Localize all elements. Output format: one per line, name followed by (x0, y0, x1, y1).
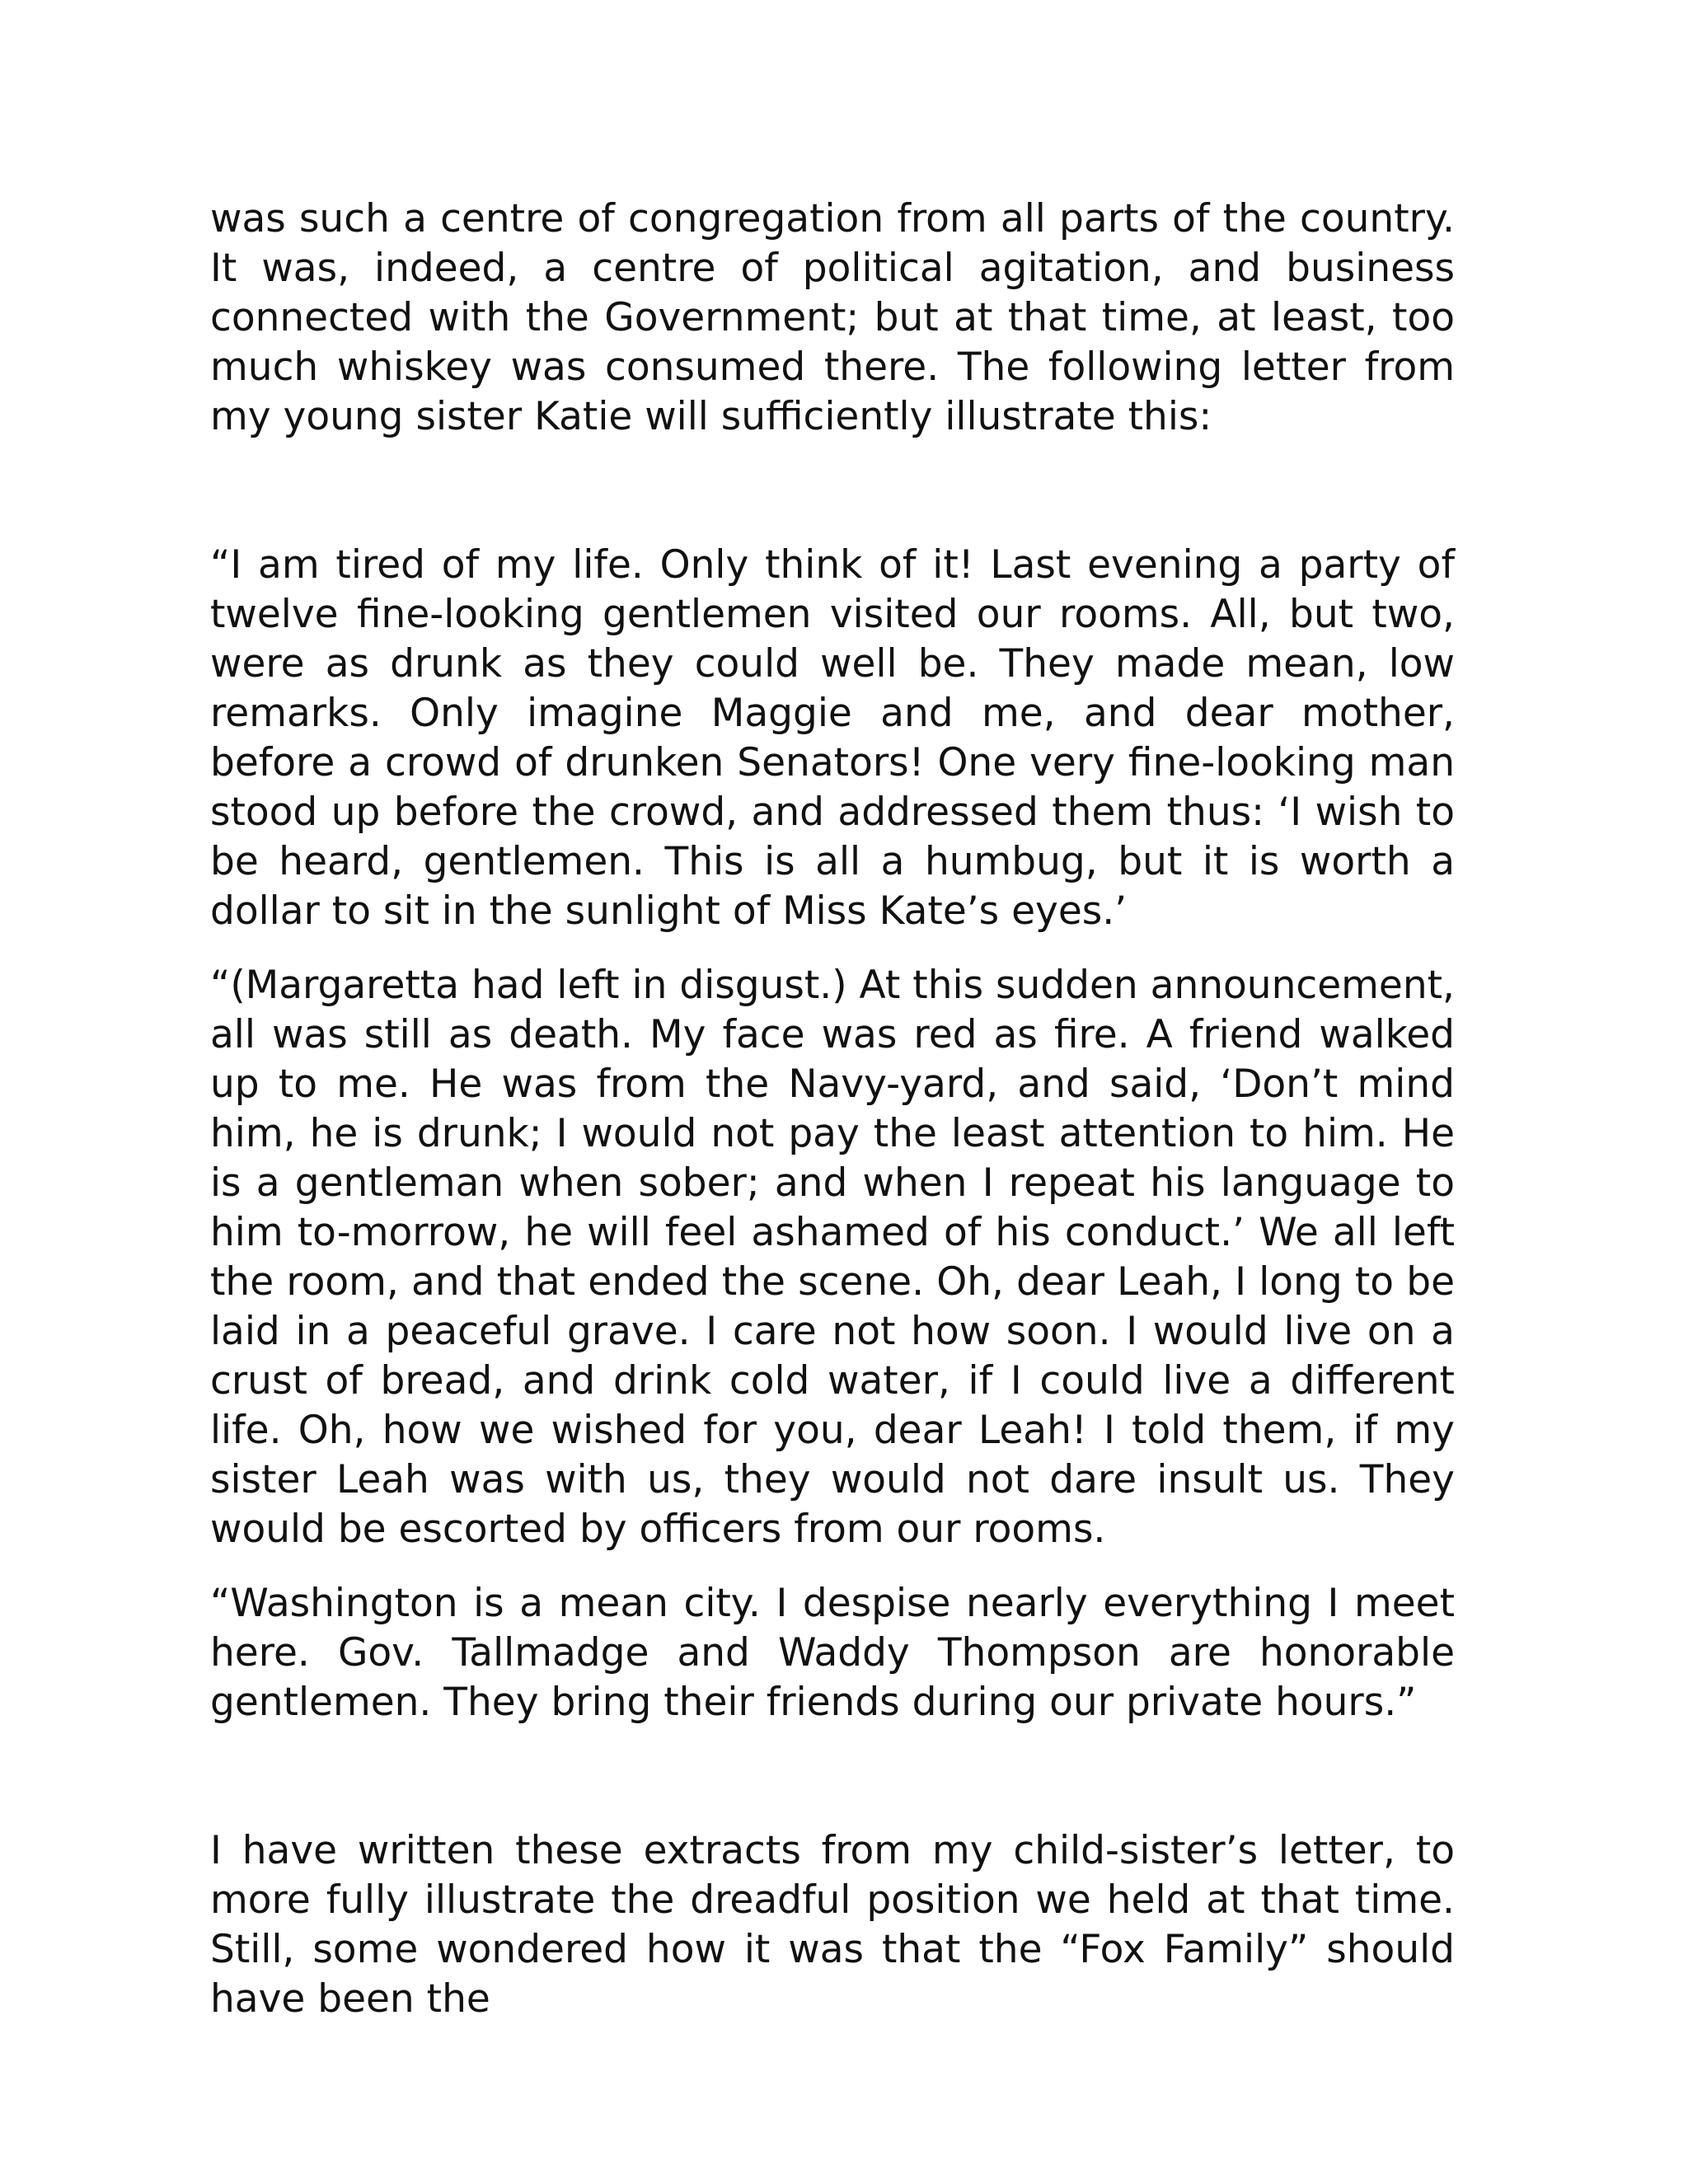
paragraph-spacer (210, 442, 1455, 541)
paragraph-spacer (210, 1554, 1455, 1579)
paragraph-intro: was such a centre of congregation from all parts of the country. It was, indeed, a centre of political agitation, and business connected with the Government; but at that time, at least, too much whiskey was consumed there. The following letter from my young sister Katie will sufficiently illustrate this: (210, 196, 1455, 439)
paragraph-letter-closing: “Washington is a mean city. I despise nearly everything I meet here. Gov. Tallmadge and Waddy Thompson are honorable gentlemen. They bring their friends during our private hours.” (210, 1581, 1455, 1725)
paragraph-commentary: I have written these extracts from my child-sister’s letter, to more fully illustrate the dreadful position we held at that time. Still, some wondered how it was that the “Fox Family” should have been the (210, 1828, 1455, 2022)
paragraph-letter-opening: “I am tired of my life. Only think of it! Last evening a party of twelve fine-looking gentlemen visited our rooms. All, but two, were as drunk as they could well be. They made mean, low remarks. Only imagine Maggie and me, and dear mother, before a crowd of drunken Senators! One very fine-looking man stood up before the crowd, and addressed them thus: ‘I wish to be heard, gentlemen. This is all a humbug, but it is worth a dollar to sit in the sunlight of Miss Kate’s eyes.’ (210, 542, 1455, 934)
paragraph-spacer (210, 1727, 1455, 1826)
paragraph-spacer (210, 936, 1455, 961)
paragraph-letter-middle: “(Margaretta had left in disgust.) At this sudden announcement, all was still as death. My face was red as fire. A friend walked up to me. He was from the Navy-yard, and said, ‘Don’t mind him, he is drunk; I would not pay the least attention to him. He is a gentleman when sober; and when I repeat his language to him to-morrow, he will feel ashamed of his conduct.’ We all left the room, and that ended the scene. Oh, dear Leah, I long to be laid in a peaceful grave. I care not how soon. I would live on a crust of bread, and drink cold water, if I could live a different life. Oh, how we wished for you, dear Leah! I told them, if my sister Leah was with us, they would not dare insult us. They would be escorted by officers from our rooms. (210, 963, 1455, 1552)
body-text (210, 194, 1455, 2024)
